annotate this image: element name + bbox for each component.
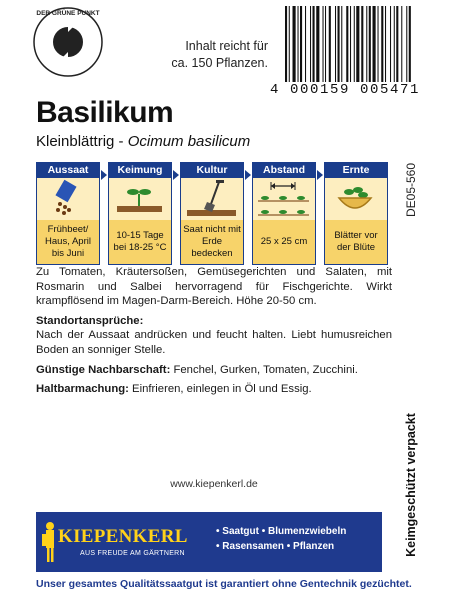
harvest-bowl-icon [325,178,387,220]
product-range-line2: • Rasensamen • Pflanzen [216,541,335,552]
sprout-icon [109,178,171,220]
nachbarschaft-section [36,363,392,378]
panel-kultur [180,162,244,265]
haltbar-section [36,382,392,397]
brand-name: KIEPENKERL [58,526,188,547]
panel-header: Keimung [109,163,171,178]
panel-keimung [108,162,172,265]
nachbarschaft-text: Fenchel, Gurken, Tomaten, Zucchini. [170,363,358,376]
gmo-free-statement: Unser gesamtes Qualitätssaatgut ist garantiert ohne Gentechnik gezüchtet. [36,578,412,590]
panel-header: Aussaat [37,163,99,178]
content-amount-line2: ca. 150 Pflanzen. [171,56,268,70]
germ-protected-text: Keimgeschützt verpackt [404,413,418,557]
product-description [36,265,392,402]
standort-text: Nach der Aussaat andrücken und feucht halten. Liebt humusreichen Boden an sonniger Stelle. [36,329,392,356]
content-amount [150,38,268,72]
panel-header: Kultur [181,163,243,178]
panel-header: Ernte [325,163,387,178]
content-amount-line1: Inhalt reicht für [185,39,268,53]
panel-ernte [324,162,388,265]
gruener-punkt-text: DER GRÜNE PUNKT [36,10,100,17]
gruener-punkt-logo [32,6,104,78]
article-code [396,150,426,230]
standort-section [36,314,392,358]
spade-icon [181,178,243,220]
barcode-digits: 4 000159 005471 [270,82,421,98]
haltbar-heading: Haltbarmachung: [36,383,129,396]
haltbar-text: Einfrieren, einlegen in Öl und Essig. [128,383,312,396]
subtitle-latin: Ocimum basilicum [127,133,251,150]
brand-tagline: AUS FREUDE AM GÄRTNERN [80,550,185,557]
nachbarschaft-heading: Günstige Nachbarschaft: [36,363,171,376]
spacing-icon [253,178,315,220]
website-link[interactable]: www.kiepenkerl.de [170,478,258,490]
subtitle-plain: Kleinblättrig - [36,133,128,150]
panel-desc: Blätter vor der Blüte [325,220,387,264]
standort-heading: Standortansprüche: [36,314,144,327]
brand-banner [36,512,382,572]
germ-protected-note [396,395,426,575]
panel-arrow-icon [101,170,107,180]
panel-desc: 25 x 25 cm [253,220,315,264]
panel-desc: Frühbeet/ Haus, April bis Juni [37,220,99,264]
panel-desc: Saat nicht mit Erde bedecken [181,220,243,264]
panel-desc: 10-15 Tage bei 18-25 °C [109,220,171,264]
product-title: Basilikum [36,96,174,129]
product-range-line1: • Saatgut • Blumenzwiebeln [216,526,347,537]
panel-abstand [252,162,316,265]
product-range [216,524,346,554]
panel-arrow-icon [173,170,179,180]
panel-arrow-icon [245,170,251,180]
product-subtitle [36,133,250,150]
panel-arrow-icon [317,170,323,180]
panel-aussaat [36,162,100,265]
description-text: Zu Tomaten, Kräutersoßen, Gemüsegerichten und Salaten, mit Rosmarin und Salbei hervorragend für Fischgerichte. Wirkt krampflösend im Magen-Darm-Bereich. Höhe 20-50 cm. [36,266,392,308]
kiepenkerl-figure-icon [42,520,58,564]
article-code-text: DE05-560 [404,162,418,218]
seed-packet-icon [37,178,99,220]
panel-header: Abstand [253,163,315,178]
